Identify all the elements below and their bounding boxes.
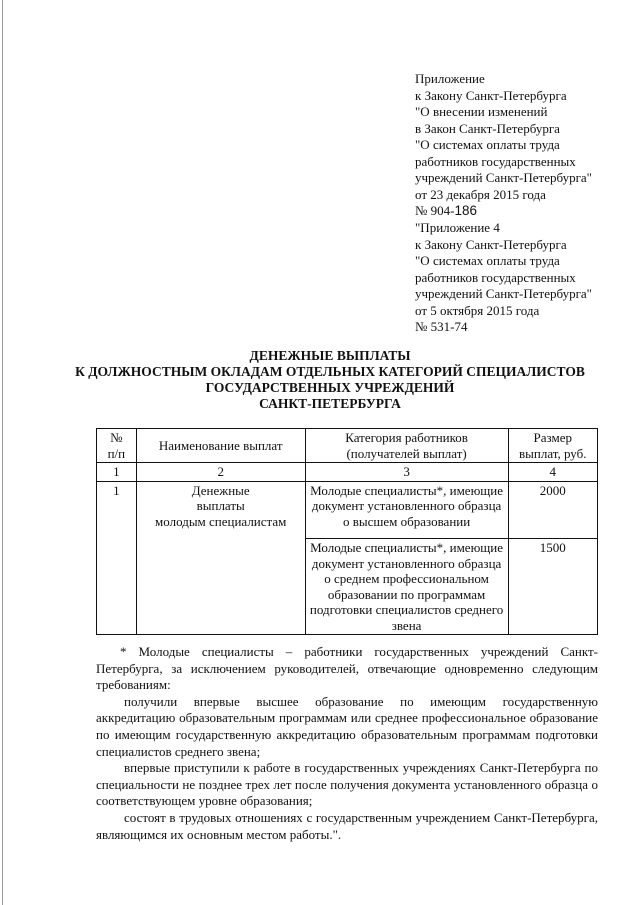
row-amount-1500: 1500 (508, 539, 598, 635)
header-category: Категория работников (получателей выплат) (305, 429, 508, 463)
row-category-secondary-ed: Молодые специалисты*, имеющие документ установленного образца о среднем профессиональном образовании по программам подготовки специалистов среднего звена (305, 539, 508, 635)
title-line: ГОСУДАРСТВЕННЫХ УЧРЕЖДЕНИЙ (205, 380, 455, 395)
appendix-line: в Закон Санкт-Петербурга (415, 120, 560, 136)
title-line: САНКТ-ПЕТЕРБУРГА (259, 396, 401, 411)
row-amount-2000: 2000 (508, 481, 598, 539)
document-title (60, 348, 600, 412)
appendix4-line: учреждений Санкт-Петербурга" (415, 286, 592, 301)
law-number-prefix: № 904- (415, 203, 455, 218)
appendix4-line: "О системах оплаты труда (415, 253, 560, 268)
col-number: 3 (305, 463, 508, 482)
title-line: ДЕНЕЖНЫЕ ВЫПЛАТЫ (249, 348, 411, 363)
payments-table (96, 428, 598, 635)
law-number (415, 203, 630, 220)
appendix-line: к Закону Санкт-Петербурга (415, 87, 567, 103)
appendix-header (415, 71, 630, 220)
appendix4-line: "Приложение 4 (415, 220, 500, 235)
appendix4-header (415, 220, 630, 336)
appendix-line: Приложение (415, 71, 485, 86)
appendix4-line: к Закону Санкт-Петербурга (415, 236, 567, 252)
header-name: Наименование выплат (136, 429, 305, 463)
col-number: 2 (136, 463, 305, 482)
table-row (97, 481, 598, 539)
title-line: К ДОЛЖНОСТНЫМ ОКЛАДАМ ОТДЕЛЬНЫХ КАТЕГОРИЙ СПЕЦИАЛИСТОВ (75, 364, 585, 379)
row-num: 1 (97, 481, 137, 635)
footnote-definition: * Молодые специалисты – работники государственных учреждений Санкт-Петербурга, за исключением руководителей, отвечающие одновременно следующим требованиям: (96, 644, 598, 693)
footnotes (96, 644, 598, 843)
col-number: 1 (97, 463, 137, 482)
col-number: 4 (508, 463, 598, 482)
appendix4-line: от 5 октября 2015 года (415, 302, 540, 318)
appendix-line: "О системах оплаты труда (415, 137, 560, 152)
requirement-education: получили впервые высшее образование по имеющим государственную аккредитацию образовательным программам или среднее профессиональное образование по имеющим государственную аккредитацию образовательным программам подготовки специалистов среднего звена; (96, 693, 598, 759)
scan-edge-line (2, 0, 3, 905)
appendix-line: "О внесении изменений (415, 104, 548, 119)
row-name: Денежные выплаты молодым специалистам (136, 481, 305, 635)
table-header-row (97, 429, 598, 463)
row-category-higher-ed: Молодые специалисты*, имеющие документ установленного образца о высшем образовании (305, 481, 508, 539)
appendix4-line: № 531-74 (415, 319, 468, 334)
header-size: Размер выплат, руб. (508, 429, 598, 463)
appendix-line: учреждений Санкт-Петербурга" (415, 170, 592, 185)
requirement-main-workplace: состоят в трудовых отношениях с государственным учреждением Санкт-Петербурга, являющимся их основным местом работы.". (96, 809, 598, 842)
appendix4-line: работников государственных (415, 269, 576, 285)
requirement-employment-start: впервые приступили к работе в государственных учреждениях Санкт-Петербурга по специальности не позднее трех лет после получения документа установленного образца о соответствующем уровне образования; (96, 760, 598, 809)
appendix-line: от 23 декабря 2015 года (415, 186, 546, 202)
column-number-row (97, 463, 598, 482)
appendix-line: работников государственных (415, 153, 576, 169)
header-num: № п/п (97, 429, 137, 463)
law-number-handwritten: 186 (454, 203, 478, 218)
